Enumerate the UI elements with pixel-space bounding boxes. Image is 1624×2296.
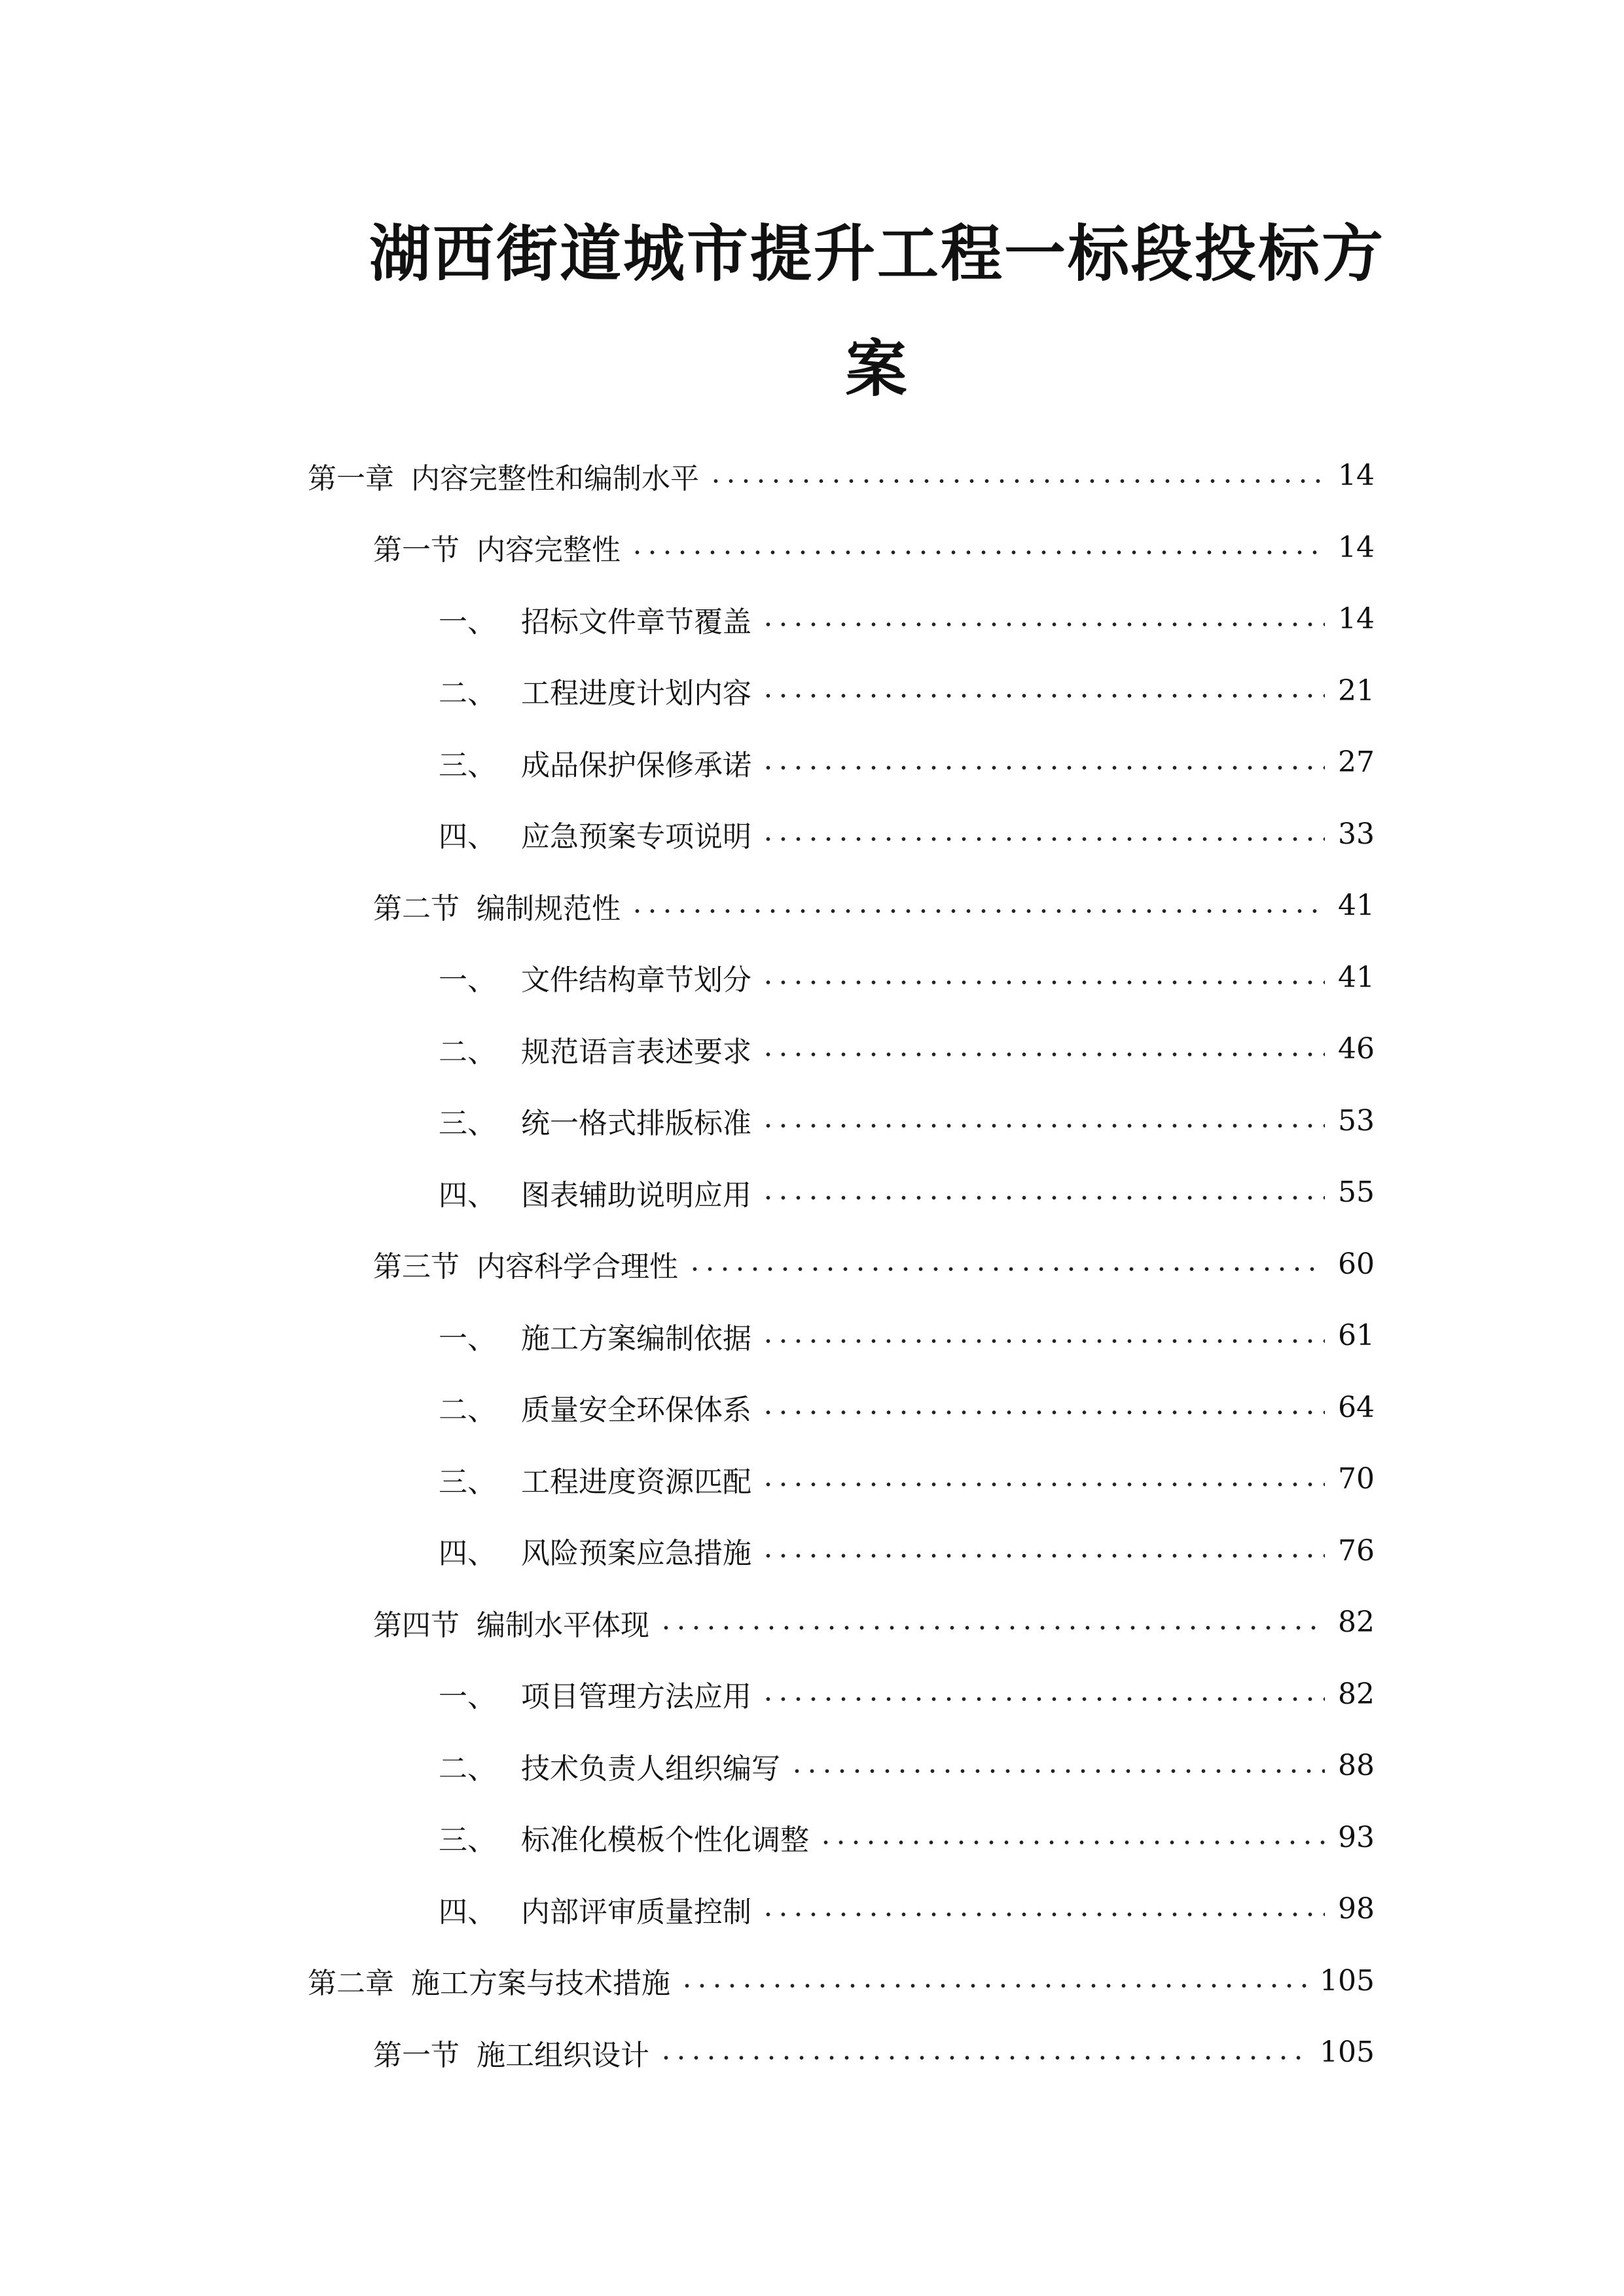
toc-entry-title: 编制水平体现 (477, 1608, 649, 1642)
toc-entry[interactable] (308, 1873, 1375, 1945)
toc-entry[interactable] (308, 1587, 1375, 1659)
toc-dot-leader (761, 1410, 1325, 1415)
toc-entry-number: 二、 (439, 1751, 496, 1785)
toc-page-number: 60 (1338, 1247, 1375, 1281)
toc-page-number: 27 (1338, 745, 1375, 780)
toc-page-number: 61 (1338, 1319, 1375, 1353)
toc-page-number: 53 (1338, 1103, 1375, 1138)
toc-dot-leader (761, 693, 1325, 698)
toc-entry[interactable] (308, 870, 1375, 942)
toc-entry-title: 统一格式排版标准 (521, 1107, 751, 1141)
toc-dot-leader (630, 550, 1325, 555)
toc-entry[interactable] (308, 1659, 1375, 1731)
toc-entry-title: 规范语言表述要求 (521, 1035, 751, 1069)
toc-entry-number: 第二节 (373, 891, 460, 925)
toc-entry-number: 一、 (439, 1680, 496, 1714)
toc-entry[interactable] (308, 1229, 1375, 1300)
toc-entry-number: 第三节 (373, 1250, 460, 1284)
toc-page-number: 70 (1338, 1462, 1375, 1496)
toc-entry-title: 图表辅助说明应用 (521, 1178, 751, 1212)
toc-entry-number: 四、 (439, 1895, 496, 1929)
toc-entry[interactable] (308, 1157, 1375, 1229)
toc-entry-number: 一、 (439, 605, 496, 639)
toc-page-number: 98 (1338, 1892, 1375, 1926)
toc-entry-number: 二、 (439, 677, 496, 711)
toc-entry-title: 施工组织设计 (477, 2038, 649, 2072)
toc-dot-leader (761, 1696, 1325, 1702)
toc-page-number: 88 (1338, 1749, 1375, 1783)
toc-page-number: 64 (1338, 1390, 1375, 1424)
toc-page-number: 33 (1338, 817, 1375, 851)
toc-page-number: 105 (1320, 1964, 1375, 1998)
toc-dot-leader (761, 765, 1325, 770)
toc-entry[interactable] (308, 798, 1375, 870)
toc-entry-title: 内容完整性和编制水平 (411, 461, 699, 495)
toc-entry[interactable] (308, 1802, 1375, 1874)
toc-dot-leader (761, 1338, 1325, 1344)
toc-entry-title: 风险预案应急措施 (521, 1537, 751, 1571)
toc-entry-title: 招标文件章节覆盖 (521, 605, 751, 639)
toc-page-number: 14 (1338, 602, 1375, 636)
toc-entry-number: 四、 (439, 1178, 496, 1212)
toc-page-number: 46 (1338, 1032, 1375, 1066)
toc-page-number: 93 (1338, 1820, 1375, 1854)
toc-page-number: 41 (1338, 960, 1375, 994)
toc-entry-number: 三、 (439, 1465, 496, 1499)
toc-entry-number: 第一节 (373, 533, 460, 567)
toc-entry-number: 一、 (439, 963, 496, 997)
toc-entry[interactable] (308, 726, 1375, 798)
toc-entry-title: 内容完整性 (477, 533, 621, 567)
toc-dot-leader (761, 1482, 1325, 1487)
toc-entry-title: 质量安全环保体系 (521, 1393, 751, 1427)
toc-entry[interactable] (308, 2017, 1375, 2089)
toc-dot-leader (761, 622, 1325, 627)
toc-entry-number: 二、 (439, 1035, 496, 1069)
toc-page-number: 14 (1338, 459, 1375, 493)
toc-entry[interactable] (308, 1300, 1375, 1372)
toc-entry-title: 文件结构章节划分 (521, 963, 751, 997)
toc-page-number: 82 (1338, 1605, 1375, 1640)
toc-entry-number: 三、 (439, 748, 496, 782)
toc-entry-title: 工程进度资源匹配 (521, 1465, 751, 1499)
toc-dot-leader (818, 1840, 1325, 1845)
toc-dot-leader (659, 2055, 1307, 2060)
toc-dot-leader (761, 1553, 1325, 1558)
toc-entry[interactable] (308, 655, 1375, 727)
toc-entry-title: 项目管理方法应用 (521, 1680, 751, 1714)
document-title: 湖西街道城市提升工程一标段投标方案 (369, 218, 1385, 405)
toc-dot-leader (789, 1768, 1325, 1774)
toc-entry-number: 第一章 (308, 461, 394, 495)
toc-entry[interactable] (308, 942, 1375, 1014)
toc-entry-number: 第四节 (373, 1608, 460, 1642)
toc-dot-leader (761, 1912, 1325, 1917)
toc-page-number: 105 (1320, 2036, 1375, 2070)
toc-entry[interactable] (308, 1515, 1375, 1587)
toc-dot-leader (761, 1195, 1325, 1200)
toc-entry-number: 三、 (439, 1107, 496, 1141)
toc-dot-leader (761, 980, 1325, 985)
toc-entry-number: 一、 (439, 1321, 496, 1355)
toc-entry-title: 内容科学合理性 (477, 1250, 678, 1284)
toc-dot-leader (659, 1625, 1325, 1630)
toc-dot-leader (761, 1052, 1325, 1057)
toc-entry-number: 四、 (439, 820, 496, 854)
toc-entry-number: 三、 (439, 1823, 496, 1857)
toc-entry-title: 成品保护保修承诺 (521, 748, 751, 782)
toc-dot-leader (687, 1266, 1325, 1272)
toc-entry[interactable] (308, 512, 1375, 584)
toc-entry-title: 内部评审质量控制 (521, 1895, 751, 1929)
toc-entry[interactable] (308, 1443, 1375, 1515)
toc-page-number: 82 (1338, 1677, 1375, 1711)
toc-dot-leader (761, 836, 1325, 842)
toc-entry-title: 施工方案与技术措施 (411, 1967, 670, 2001)
toc-entry-number: 第一节 (373, 2038, 460, 2072)
toc-page-number: 21 (1338, 673, 1375, 708)
toc-entry[interactable] (308, 1730, 1375, 1802)
toc-dot-leader (679, 1983, 1307, 1988)
toc-entry-title: 编制规范性 (477, 891, 621, 925)
toc-dot-leader (630, 908, 1325, 914)
toc-entry[interactable] (308, 1372, 1375, 1444)
toc-entry[interactable] (308, 1085, 1375, 1157)
toc-page-number: 41 (1338, 889, 1375, 923)
toc-entry-title: 工程进度计划内容 (521, 677, 751, 711)
toc-entry-number: 第二章 (308, 1967, 394, 2001)
table-of-contents (308, 440, 1375, 2089)
toc-dot-leader (761, 1123, 1325, 1128)
toc-entry-number: 二、 (439, 1393, 496, 1427)
toc-page-number: 76 (1338, 1534, 1375, 1568)
toc-entry-title: 应急预案专项说明 (521, 820, 751, 854)
toc-page-number: 14 (1338, 530, 1375, 564)
toc-dot-leader (708, 478, 1325, 484)
toc-entry-title: 技术负责人组织编写 (521, 1751, 780, 1785)
toc-entry[interactable] (308, 1013, 1375, 1085)
toc-entry[interactable] (308, 440, 1375, 512)
toc-entry-title: 标准化模板个性化调整 (521, 1823, 809, 1857)
toc-entry[interactable] (308, 583, 1375, 655)
toc-entry[interactable] (308, 1945, 1375, 2017)
toc-page-number: 55 (1338, 1175, 1375, 1210)
toc-entry-number: 四、 (439, 1537, 496, 1571)
toc-entry-title: 施工方案编制依据 (521, 1321, 751, 1355)
